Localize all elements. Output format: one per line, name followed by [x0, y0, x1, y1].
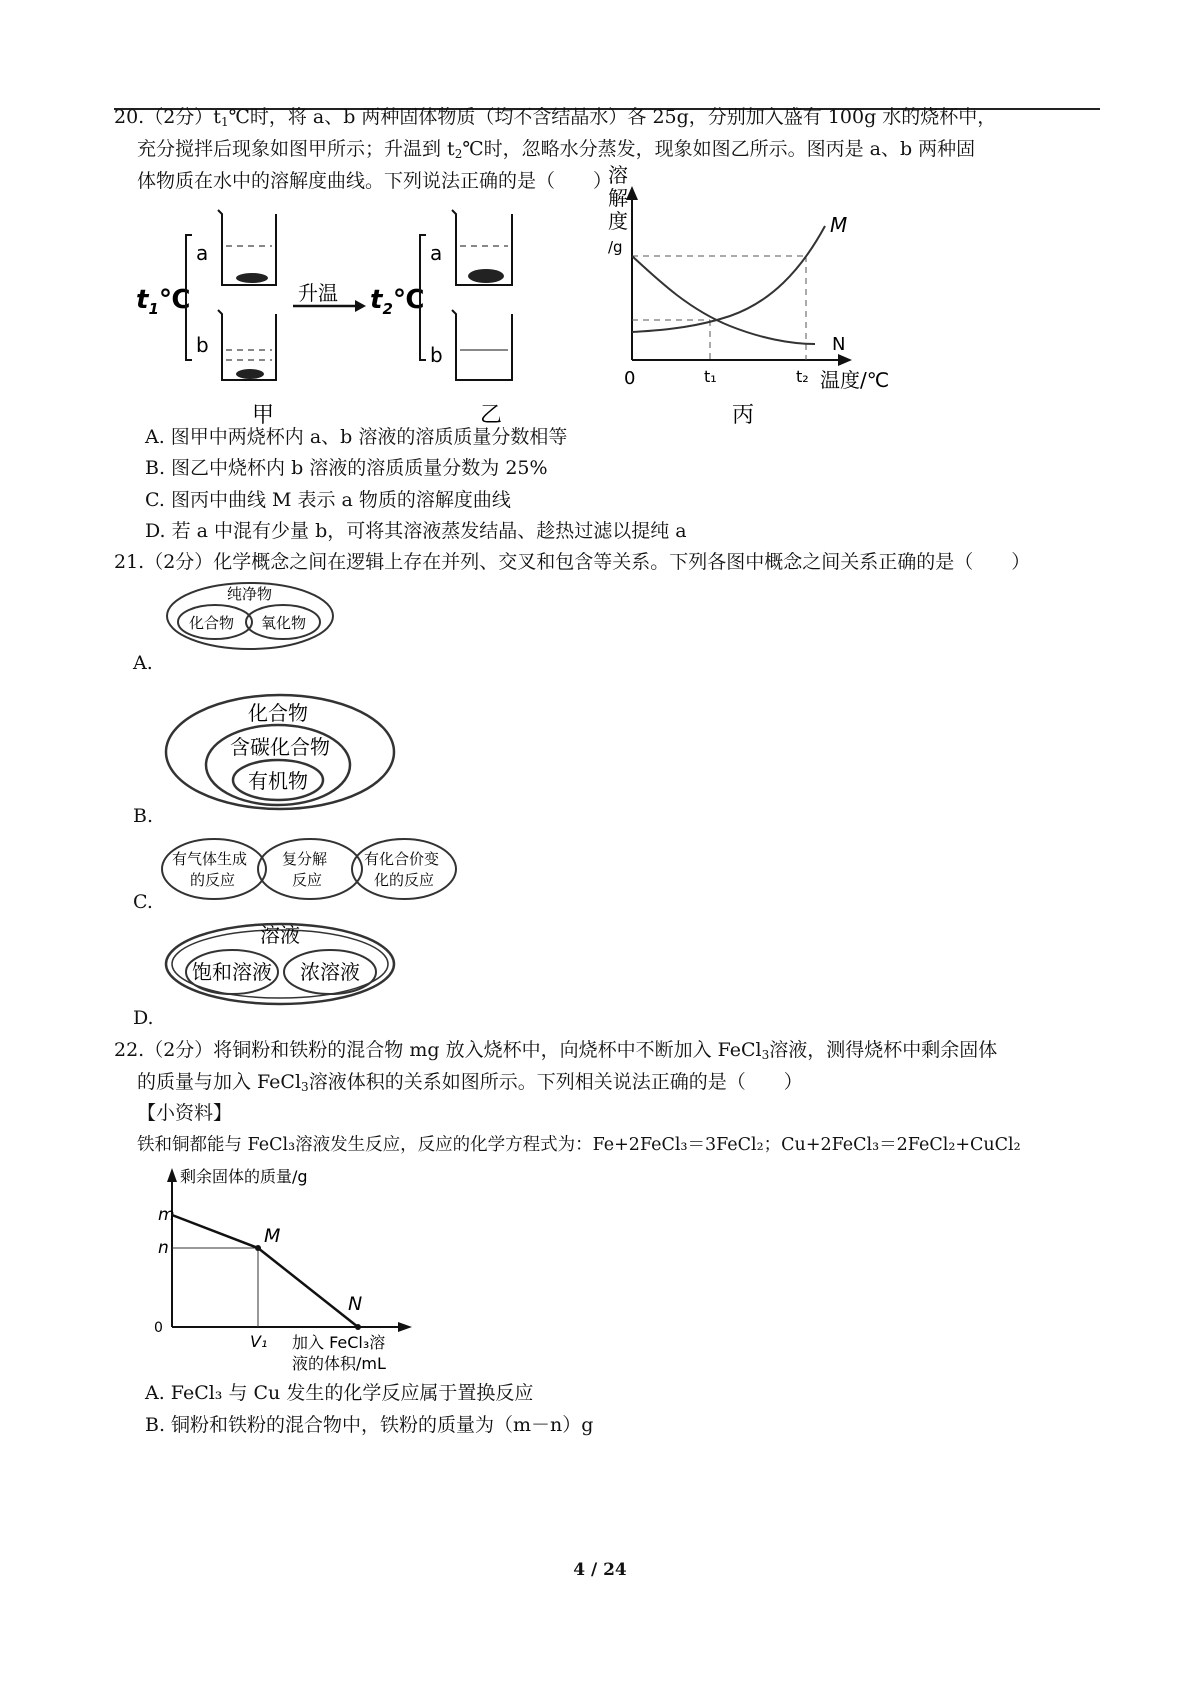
- q22-info-text: 铁和铜都能与 FeCl₃溶液发生反应，反应的化学方程式为：Fe+2FeCl₃＝3FeCl₂；Cu+2FeCl₃＝2FeCl₂+CuCl₂: [137, 1135, 1021, 1155]
- graph-xlabel-1: 加入 FeCl₃溶: [292, 1333, 386, 1352]
- q20-beaker-figure: [130, 200, 600, 430]
- chart-ylabel-3: 度: [608, 209, 628, 233]
- xtick-t1: t₁: [704, 367, 717, 386]
- q21-option-b: B.: [133, 805, 154, 827]
- heat-up-label: 升温: [298, 281, 338, 305]
- a-outer-label: 纯净物: [227, 585, 273, 603]
- xtick-t2: t₂: [796, 367, 809, 386]
- q20-stem-line1: 20.（2分）$t_1℃$时，将 a、b 两种固体物质（均不含结晶水）各 25g，分别加入盛有 100g 水的烧杯中，: [114, 106, 997, 129]
- beaker-b-label-yi: b: [430, 343, 443, 367]
- graph-N-label: N: [348, 1293, 363, 1315]
- graph-ylabel: 剩余固体的质量/g: [180, 1167, 308, 1186]
- c-left-label-2: 的反应: [190, 871, 236, 889]
- q22-stem-line1: 22.（2分）将铜粉和铁粉的混合物 mg 放入烧杯中，向烧杯中不断加入 FeCl$_3$溶液，测得烧杯中剩余固体: [114, 1039, 998, 1062]
- q20-stem-line3: 体物质在水中的溶解度曲线。下列说法正确的是（ ）: [137, 170, 613, 192]
- b-outer-label: 化合物: [248, 701, 308, 725]
- graph-V1-tick: V₁: [250, 1332, 268, 1351]
- q22-mass-graph: [150, 1160, 430, 1373]
- beaker-a-yi: [452, 210, 512, 285]
- q21-option-a: A.: [133, 652, 153, 674]
- c-left-label-1: 有气体生成: [172, 850, 248, 868]
- q21-option-c: C.: [133, 891, 153, 913]
- curve-M-label: M: [830, 213, 848, 237]
- fig-yi-caption: 乙: [480, 403, 503, 428]
- chart-ylabel-1: 溶: [608, 163, 628, 187]
- graph-origin: 0: [154, 1320, 163, 1336]
- d-right-label: 浓溶液: [300, 960, 360, 984]
- graph-xlabel-2: 液的体积/mL: [292, 1354, 386, 1373]
- point-M: [255, 1245, 261, 1251]
- q21-option-d: D.: [133, 1007, 154, 1029]
- q21-stem: 21.（2分）化学概念之间在逻辑上存在并列、交叉和包含等关系。下列各图中概念之间关系正确的是（ ）: [114, 551, 1031, 573]
- chart-origin: 0: [624, 368, 636, 389]
- q20-stem-line2: 充分搅拌后现象如图甲所示；升温到 $t_2℃$时，忽略水分蒸发，现象如图乙所示。图丙是 a、b 两种固: [137, 138, 976, 161]
- d-outer-label: 溶液: [260, 923, 300, 947]
- q20-option-b: B. 图乙中烧杯内 b 溶液的溶质质量分数为 25%: [145, 457, 548, 479]
- chart-ylabel-4: /g: [608, 238, 623, 256]
- graph-m-tick: m: [158, 1205, 175, 1225]
- c-mid-label-2: 反应: [292, 871, 323, 889]
- q20-option-c: C. 图丙中曲线 M 表示 a 物质的溶解度曲线: [145, 489, 511, 511]
- graph-M-label: M: [264, 1225, 281, 1247]
- b-mid-label: 含碳化合物: [230, 735, 330, 759]
- q20-option-d: D. 若 a 中混有少量 b，可将其溶液蒸发结晶、趁热过滤以提纯 a: [145, 520, 687, 542]
- chart-ylabel-2: 解: [608, 186, 628, 210]
- a-right-label: 氧化物: [261, 614, 307, 632]
- b-inner-label: 有机物: [248, 769, 308, 793]
- q22-stem-line2: 的质量与加入 FeCl$_3$溶液体积的关系如图所示。下列相关说法正确的是（ ）: [137, 1071, 803, 1094]
- q22-option-a: A. FeCl₃ 与 Cu 发生的化学反应属于置换反应: [145, 1382, 534, 1404]
- c-right-label-1: 有化合价变: [364, 850, 440, 868]
- q21-diagram-c: [160, 836, 460, 906]
- point-N: [355, 1324, 361, 1330]
- c-mid-label-1: 复分解: [282, 850, 328, 868]
- t1-label: $t_1℃$: [136, 285, 191, 318]
- t2-label: $t_2℃$: [370, 285, 425, 318]
- chart-xlabel: 温度/℃: [820, 368, 890, 392]
- q21-diagram-d: [160, 918, 410, 1008]
- graph-n-tick: n: [158, 1238, 169, 1258]
- curve-N-label: N: [832, 334, 846, 355]
- beaker-a-jia: [218, 210, 276, 285]
- q22-option-b: B. 铜粉和铁粉的混合物中，铁粉的质量为（m－n）g: [145, 1414, 594, 1436]
- q21-diagram-b: [160, 690, 400, 815]
- q20-option-a: A. 图甲中两烧杯内 a、b 溶液的溶质质量分数相等: [145, 426, 568, 448]
- beaker-a-label-yi: a: [430, 241, 443, 265]
- d-left-label: 饱和溶液: [192, 960, 272, 984]
- fig-jia-caption: 甲: [252, 403, 275, 428]
- fig-bing-caption: 丙: [732, 403, 755, 428]
- beaker-b-jia: [218, 310, 276, 380]
- curve-M: [632, 226, 825, 332]
- beaker-a-label-jia: a: [196, 241, 209, 265]
- c-right-label-2: 化的反应: [374, 871, 435, 889]
- beaker-b-label-jia: b: [196, 333, 209, 357]
- q20-solubility-chart: [600, 160, 920, 435]
- beaker-b-yi: [452, 310, 512, 380]
- q22-info-title: 【小资料】: [137, 1102, 233, 1124]
- page-number: 4 / 24: [573, 1560, 627, 1580]
- a-left-label: 化合物: [189, 614, 235, 632]
- q21-diagram-a: [165, 580, 345, 655]
